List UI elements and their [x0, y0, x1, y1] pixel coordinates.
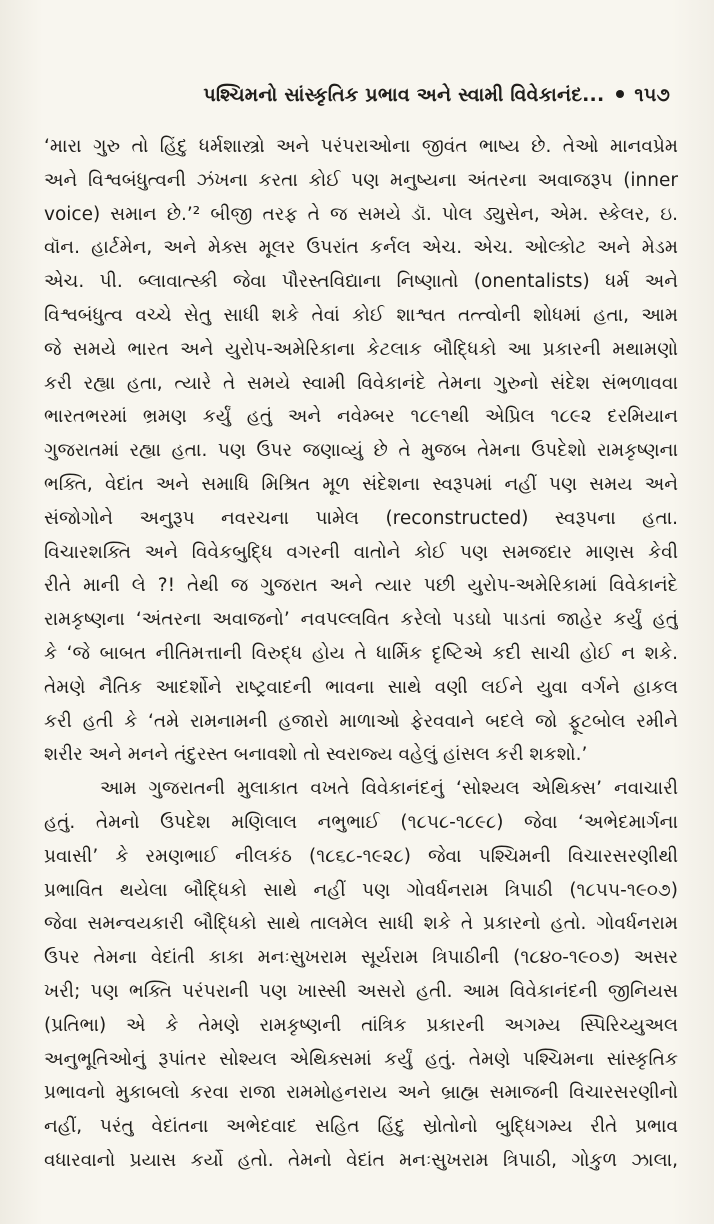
text-line: પ્રભાવિત થયેલા બૌદ્ધિકો સાથે નહીં પણ ગોવર્ધનરામ ત્રિપાઠી (૧૮૫૫-૧૯૦૭) [44, 879, 678, 901]
text-line: ખરી; પણ ભક્તિ પરંપરાની પણ ખાસ્સી અસરો હતી. આમ વિવેકાનંદની જીનિયસ [44, 980, 678, 1002]
text-line: કે ‘જે બાબત નીતિમત્તાની વિરુદ્ધ હોય તે ધાર્મિક દૃષ્ટિએ કદી સાચી હોઈ ન શકે. [44, 642, 678, 664]
text-line: જેવા સમન્વયકારી બૌદ્ધિકો સાથે તાલમેલ સાધી શકે તે પ્રકારનો હતો. ગોવર્ધનરામ [44, 913, 678, 935]
text-line: તેમણે નૈતિક આદર્શોને રાષ્ટ્રવાદની ભાવના સાથે વણી લઈને યુવા વર્ગને હાકલ [44, 676, 678, 698]
text-line: (પ્રતિભા) એ કે તેમણે રામકૃષ્ણની તાંત્રિક પ્રકારની અગમ્ય સ્પિરિચ્યુઅલ [44, 1014, 678, 1036]
text-line: વિચારશક્તિ અને વિવેકબુદ્ધિ વગરની વાતોને કોઈ પણ સમજદાર માણસ કેવી [44, 541, 678, 563]
text-line: કરી રહ્યા હતા, ત્યારે તે સમયે સ્વામી વિવેકાનંદે તેમના ગુરુનો સંદેશ સંભળાવવા [44, 372, 678, 394]
text-line: સંજોગોને અનુરૂપ નવરચના પામેલ (reconstructed) સ્વરૂપના હતા. [44, 507, 678, 529]
text-line: વધારવાનો પ્રયાસ કર્યો હતો. તેમનો વેદાંત મનઃસુખરામ ત્રિપાઠી, ગોકુળ ઝાલા, [44, 1149, 678, 1171]
text-line: ભક્તિ, વેદાંત અને સમાધિ મિશ્રિત મૂળ સંદેશના સ્વરૂપમાં નહીં પણ સમય અને [44, 473, 678, 495]
text-line: વિશ્વબંધુત્વ વચ્ચે સેતુ સાધી શકે તેવાં કોઈ શાશ્વત તત્ત્વોની શોધમાં હતા, આમ [44, 304, 678, 326]
text-line: રામકૃષ્ણના ‘અંતરના અવાજનો’ નવપલ્લવિત કરેલો પડઘો પાડતાં જાહેર કર્યું હતું [44, 609, 678, 631]
text-line: રીતે માની લે ?! તેથી જ ગુજરાત અને ત્યાર પછી યુરોપ-અમેરિકામાં વિવેકાનંદે [44, 575, 678, 597]
text-line: અનુભૂતિઓનું રૂપાંતર સોશ્યલ એથિક્સમાં કર્યું હતું. તેમણે પશ્ચિમના સાંસ્કૃતિક [44, 1048, 678, 1070]
text-line: ભારતભરમાં ભ્રમણ કર્યું હતું અને નવેમ્બર ૧૮૯૧થી એપ્રિલ ૧૮૯૨ દરમિયાન [44, 406, 678, 428]
running-title: પશ્ચિમનો સાંસ્કૃતિક પ્રભાવ અને સ્વામી વિવેકાનંદ... [203, 84, 605, 106]
running-header [150, 84, 670, 106]
text-line: વૉન. હાર્ટમેન, અને મેક્સ મૂલર ઉપરાંત કર્નલ એચ. એચ. ઓલ્કોટ અને મેડમ [44, 237, 678, 259]
paragraph-start-line: આમ ગુજરાતની મુલાકાત વખતે વિવેકાનંદનું ‘સોશ્યલ એથિક્સ’ નવાચારી [100, 778, 678, 800]
text-line: voice) સમાન છે.’² બીજી તરફ તે જ સમયે ડૉ. પોલ ડ્યુસેન, એમ. સ્કેલર, ઇ. [44, 203, 678, 225]
text-line: અને વિશ્વબંધુત્વની ઝંખના કરતા કોઈ પણ મનુષ્યના અંતરના અવાજરૂપ (inner [44, 169, 678, 191]
text-line: પ્રવાસી’ કે રમણભાઈ નીલકંઠ (૧૮૬૮-૧૯૨૮) જેવા પશ્ચિમની વિચારસરણીથી [44, 845, 678, 867]
text-line: એચ. પી. બ્લાવાત્સ્કી જેવા પૌરસ્તવિદ્યાના નિષ્ણાતો (onentalists) ધર્મ અને [44, 271, 678, 293]
body-text [44, 130, 678, 1178]
text-line: ઉપર તેમના વેદાંતી કાકા મનઃસુખરામ સૂર્યરામ ત્રિપાઠીની (૧૮૪૦-૧૯૦૭) અસર [44, 947, 678, 969]
bullet-separator-icon [616, 90, 624, 98]
text-line: ગુજરાતમાં રહ્યા હતા. પણ ઉપર જણાવ્યું છે તે મુજબ તેમના ઉપદેશો રામકૃષ્ણના [44, 440, 678, 462]
text-line: જે સમયે ભારત અને યુરોપ-અમેરિકાના કેટલાક બૌદ્ધિકો આ પ્રકારની મથામણો [44, 338, 678, 360]
text-line: પ્રભાવનો મુકાબલો કરવા રાજા રામમોહનરાય અને બ્રાહ્મ સમાજની વિચારસરણીનો [44, 1082, 678, 1104]
text-line: ‘મારા ગુરુ તો હિંદુ ધર્મશાસ્ત્રો અને પરંપરાઓના જીવંત ભાષ્ય છે. તેઓ માનવપ્રેમ [44, 136, 678, 157]
text-line: હતું. તેમનો ઉપદેશ મણિલાલ નભુભાઈ (૧૮૫૮-૧૮૯૮) જેવા ‘અભેદમાર્ગના [44, 811, 678, 833]
page-number: ૧૫૭ [634, 84, 670, 106]
text-line: કરી હતી કે ‘તમે રામનામની હજારો માળાઓ ફેરવવાને બદલે જો ફૂટબોલ રમીને [44, 710, 678, 732]
text-line: નહીં, પરંતુ વેદાંતના અભેદવાદ સહિત હિંદુ સ્રોતોનો બુદ્ધિગમ્ય રીતે પ્રભાવ [44, 1116, 678, 1138]
text-line: શરીર અને મનને તંદુરસ્ત બનાવશો તો સ્વરાજ્ય વહેલું હાંસલ કરી શકશો.’ [44, 744, 588, 766]
